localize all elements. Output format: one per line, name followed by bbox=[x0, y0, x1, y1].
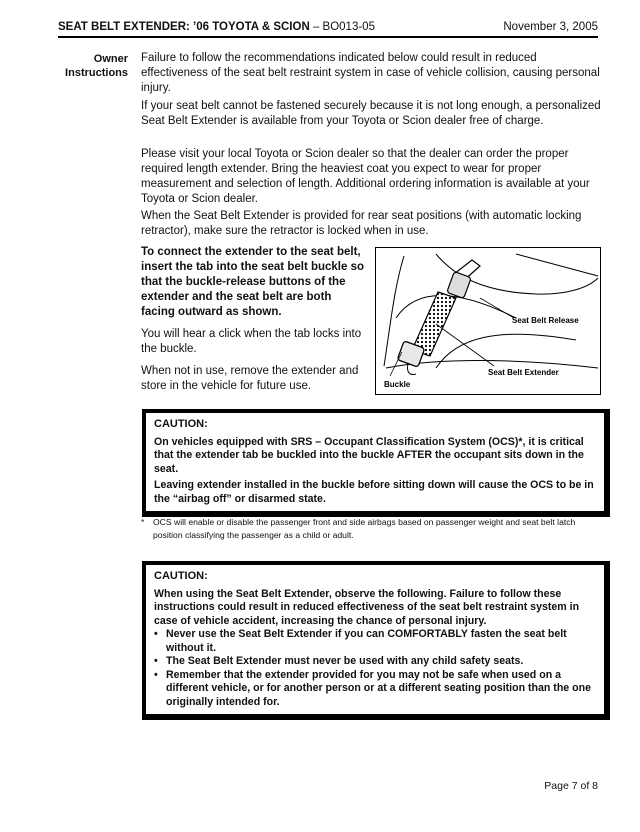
footnote-asterisk: * bbox=[141, 517, 145, 527]
footnote bbox=[141, 516, 601, 542]
paragraph-warning bbox=[141, 51, 601, 96]
connect-instructions-bold: To connect the extender to the seat belt, insert the tab into the seat belt buckle so that the buckle-release buttons of the extender and the seat belt are both facing outward as shown. bbox=[141, 246, 365, 318]
caution-bullet-list bbox=[154, 628, 598, 709]
caution-ocs-para2: Leaving extender installed in the buckle before sitting down will cause the OCS to be in the “airbag off” or disarmed state. bbox=[154, 479, 594, 505]
bullet-icon: • bbox=[154, 628, 158, 640]
header-title-bold: SEAT BELT EXTENDER: ’06 TOYOTA & SCION bbox=[58, 21, 310, 33]
page-header bbox=[58, 21, 598, 37]
label-buckle: Buckle bbox=[384, 380, 411, 389]
bullet-icon: • bbox=[154, 668, 158, 681]
header-date: November 3, 2005 bbox=[503, 21, 598, 33]
side-label-line2: Instructions bbox=[65, 67, 128, 79]
caution-bullet-item bbox=[154, 628, 598, 655]
caution-bullet-item bbox=[154, 669, 598, 710]
paragraph-4: When the Seat Belt Extender is provided for rear seat positions (with automatic locking retractor), make sure the retractor is locked when in use. bbox=[141, 210, 582, 237]
caution-box-usage bbox=[142, 561, 610, 720]
bullet-icon: • bbox=[154, 655, 158, 667]
side-label-line1: Owner bbox=[93, 53, 128, 65]
paragraph-block-2 bbox=[141, 99, 601, 129]
page-number: Page 7 of 8 bbox=[544, 780, 598, 792]
caution-bullet-text-1: Never use the Seat Belt Extender if you can COMFORTABLY fasten the seat belt without it. bbox=[166, 628, 567, 654]
header-title bbox=[58, 21, 375, 33]
caution-heading: CAUTION: bbox=[154, 418, 208, 430]
paragraph-block-4 bbox=[141, 209, 601, 239]
connect-instructions bbox=[141, 245, 366, 394]
caution-heading-2: CAUTION: bbox=[154, 570, 208, 582]
paragraph-2: If your seat belt cannot be fastened securely because it is not long enough, a personalized Seat Belt Extender is available from your Toyota or Scion dealer free of charge. bbox=[141, 100, 601, 127]
footnote-text: OCS will enable or disable the passenger front and side airbags based on passenger weight and seat belt latch position classifying the passenger as a child or adult. bbox=[153, 517, 576, 540]
caution-usage-intro: When using the Seat Belt Extender, observe the following. Failure to follow these instructions could result in reduced effectiveness of the seat belt restraint system in case of vehicle accident, increasing the chance of personal injury. bbox=[154, 587, 580, 627]
caution-box-ocs bbox=[142, 409, 610, 517]
paragraph-1: Failure to follow the recommendations indicated below could result in reduced effectiveness of the seat belt restraint system in case of vehicle collision, causing personal injury. bbox=[141, 52, 600, 94]
header-title-separator: – bbox=[309, 21, 323, 33]
paragraph-3: Please visit your local Toyota or Scion dealer so that the dealer can order the proper required length extender. Bring the heaviest coat you expect to wear for proper measurement and selection of length. Additional ordering information is available at your Toyota or Scion dealer. bbox=[141, 148, 590, 205]
paragraph-block-3 bbox=[141, 147, 601, 207]
label-seat-belt-extender: Seat Belt Extender bbox=[488, 368, 559, 377]
label-seat-belt-release: Seat Belt Release bbox=[512, 316, 579, 325]
seat-belt-extender-figure bbox=[375, 247, 601, 395]
header-doc-code: BO013-05 bbox=[322, 21, 375, 33]
caution-bullet-text-2: The Seat Belt Extender must never be used with any child safety seats. bbox=[166, 655, 524, 667]
caution-ocs-para1: On vehicles equipped with SRS – Occupant Classification System (OCS)*, it is critical that the extender tab be buckled into the buckle AFTER the occupant sits down in the seat. bbox=[154, 435, 584, 475]
header-rule bbox=[58, 36, 598, 38]
click-instruction: You will hear a click when the tab locks into the buckle. bbox=[141, 328, 362, 355]
caution-bullet-item bbox=[154, 655, 598, 669]
caution-bullet-text-3: Remember that the extender provided for you may not be safe when used on a different vehicle, or for another person or at a different seating position than the one originally intended for. bbox=[166, 668, 591, 708]
seat-belt-illustration bbox=[376, 248, 600, 394]
side-label bbox=[40, 52, 128, 80]
store-instruction: When not in use, remove the extender and store in the vehicle for future use. bbox=[141, 365, 359, 392]
